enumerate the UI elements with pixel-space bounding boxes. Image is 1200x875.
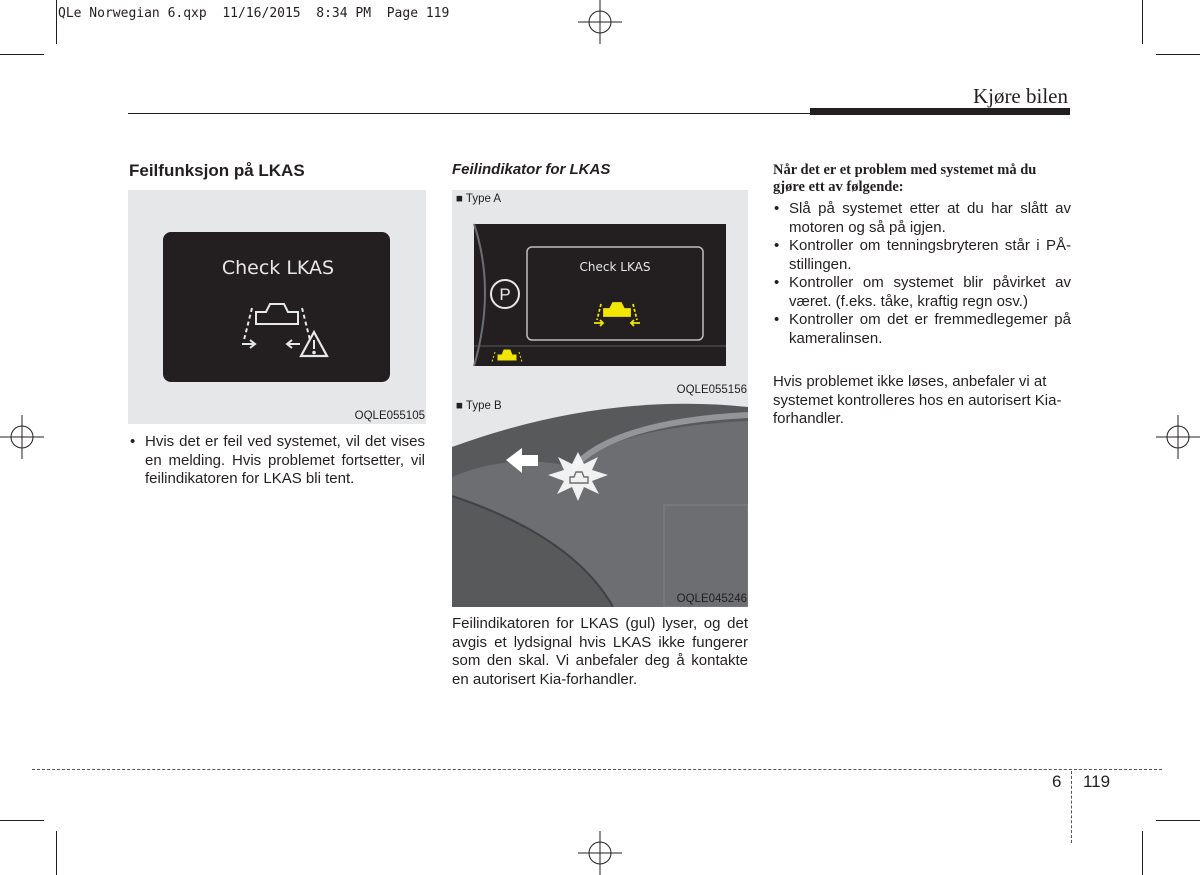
bullet-list (129, 433, 425, 489)
registration-mark-icon (1156, 415, 1200, 459)
gear-indicator: P (499, 285, 511, 304)
list-item: • Slå på systemet etter at du har slått av motoren og så på igjen. (773, 200, 1071, 237)
paragraph: Hvis problemet ikke løses, anbefaler vi at systemet kontrolleres hos en autorisert Kia-forhandler. (773, 373, 1062, 427)
registration-mark-icon (578, 0, 622, 44)
type-label: ■ Type A (456, 193, 502, 205)
list-item: • Hvis det er feil ved systemet, vil det vises en melding. Hvis problemet fortsetter, vil feilindikatoren for LKAS bli tent. (129, 433, 425, 489)
type-label: ■ Type B (456, 400, 502, 412)
paragraph: Feilindikatoren for LKAS (gul) lyser, og det avgis et lydsignal hvis LKAS ikke fungerer som den skal. Vi anbefaler deg å kontakte en autorisert Kia-forhandler. (452, 615, 748, 688)
instructions-heading: Når det er et problem med systemet må du gjøre ett av følgende: (773, 162, 1037, 195)
figure-type-b (452, 397, 748, 607)
bullet-list (773, 200, 1071, 348)
cluster-type-b-illustration (452, 397, 748, 607)
figure-check-lkas (128, 190, 426, 424)
print-header: QLe Norwegian 6.qxp 11/16/2015 8:34 PM Page 119 (58, 6, 450, 21)
page-number (1052, 772, 1110, 792)
figure-code: OQLE045246 (676, 593, 747, 605)
page-number-value: 119 (1082, 772, 1111, 791)
footer-rule (32, 769, 1162, 770)
list-item: • Kontroller om systemet blir påvirket av været. (f.eks. tåke, kraftig regn osv.) (773, 274, 1071, 311)
cluster-type-a-illustration (452, 190, 748, 398)
registration-mark-icon (0, 415, 44, 459)
footer-separator (1071, 771, 1072, 843)
chapter-number: 6 (1052, 772, 1062, 791)
section-title: Feilfunksjon på LKAS (129, 161, 305, 180)
header-rule (128, 113, 1070, 114)
registration-mark-icon (578, 831, 622, 875)
subsection-title: Feilindikator for LKAS (452, 161, 611, 178)
display-message: Check LKAS (221, 257, 335, 279)
figure-type-a (452, 190, 748, 398)
display-message: Check LKAS (579, 260, 651, 274)
list-item: • Kontroller om det er fremmedlegemer på kameralinsen. (773, 311, 1071, 348)
running-title: Kjøre bilen (972, 84, 1068, 108)
cluster-display-illustration (128, 190, 426, 424)
figure-code: OQLE055105 (354, 410, 425, 422)
list-item: • Kontroller om tenningsbryteren står i PÅ-stillingen. (773, 237, 1071, 274)
figure-code: OQLE055156 (676, 384, 747, 396)
